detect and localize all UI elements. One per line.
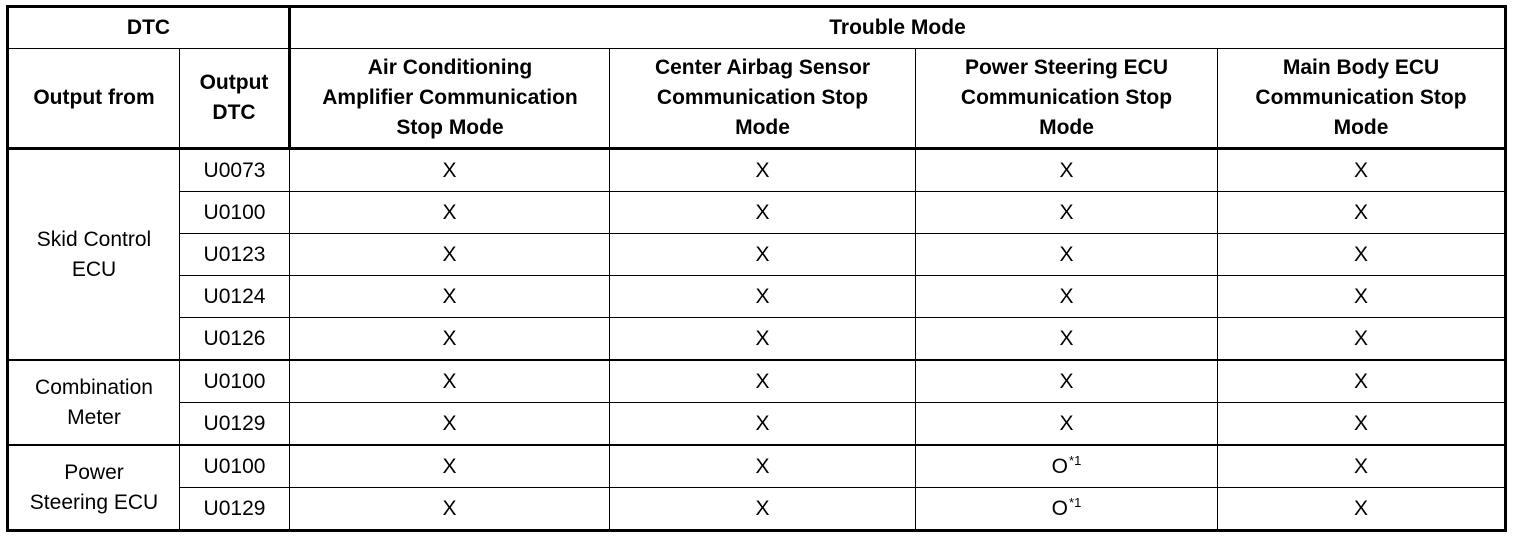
mode-mark: X xyxy=(1059,369,1074,393)
power-steering-mode-header xyxy=(916,49,1218,149)
mode-mark: X xyxy=(1353,158,1368,182)
mode-mark: X xyxy=(755,454,770,478)
mode-mark: X xyxy=(755,369,770,393)
output-from-cell xyxy=(8,149,180,361)
mode-mark: X xyxy=(442,284,457,308)
ac-amplifier-mode-header xyxy=(290,49,610,149)
mode-cell xyxy=(916,403,1218,446)
mode-mark: X xyxy=(442,411,457,435)
mode-mark: X xyxy=(1059,326,1074,350)
mode-cell xyxy=(290,234,610,276)
mode-mark: X xyxy=(442,200,457,224)
mode-cell xyxy=(1218,149,1506,192)
mode-cell xyxy=(610,360,916,403)
mode-cell xyxy=(916,360,1218,403)
mode-cell xyxy=(1218,276,1506,318)
mode-mark: X xyxy=(1353,242,1368,266)
mode-mark: X xyxy=(442,326,457,350)
mode-mark: X xyxy=(1353,369,1368,393)
header-line: Mode xyxy=(1333,116,1389,139)
mode-mark: X xyxy=(755,158,770,182)
mode-cell xyxy=(1218,234,1506,276)
mode-mark: X xyxy=(1059,242,1074,266)
mode-cell xyxy=(610,403,916,446)
output-dtc-cell: U0129 xyxy=(180,403,290,446)
airbag-sensor-mode-header xyxy=(610,49,916,149)
output-dtc-cell: U0129 xyxy=(180,488,290,531)
mode-mark: X xyxy=(442,369,457,393)
output-from-cell xyxy=(8,445,180,531)
dtc-header: DTC xyxy=(8,7,290,49)
mode-mark: X xyxy=(1059,158,1074,182)
table-row xyxy=(8,488,1506,531)
output-dtc-line1: Output xyxy=(199,71,269,94)
output-dtc-line2: DTC xyxy=(212,101,256,124)
output-from-line: Meter xyxy=(67,405,121,429)
mode-mark: X xyxy=(1059,200,1074,224)
mode-cell xyxy=(610,445,916,488)
output-from-line: Steering ECU xyxy=(29,490,159,514)
mode-cell xyxy=(290,403,610,446)
mode-mark: X xyxy=(1353,411,1368,435)
header-line: Power Steering ECU xyxy=(964,56,1169,79)
header-line: Communication Stop xyxy=(960,86,1173,109)
mode-cell xyxy=(1218,403,1506,446)
output-from-line: Power xyxy=(64,460,124,484)
mode-mark: X xyxy=(442,242,457,266)
header-line: Main Body ECU xyxy=(1282,56,1440,79)
header-line: Communication Stop xyxy=(656,86,869,109)
header-line: Amplifier Communication xyxy=(322,86,578,109)
mode-cell xyxy=(1218,318,1506,361)
mode-cell xyxy=(290,488,610,531)
table-row xyxy=(8,360,1506,403)
output-from-header: Output from xyxy=(8,49,180,149)
mode-cell xyxy=(1218,360,1506,403)
mode-cell xyxy=(1218,192,1506,234)
output-from-cell xyxy=(8,360,180,445)
table-row xyxy=(8,192,1506,234)
mode-cell xyxy=(610,192,916,234)
output-from-line: Skid Control xyxy=(36,227,152,251)
mode-mark: X xyxy=(1353,496,1368,520)
mode-mark: X xyxy=(1353,200,1368,224)
mode-mark: X xyxy=(755,284,770,308)
mode-cell xyxy=(916,488,1218,531)
mode-cell xyxy=(290,445,610,488)
header-line: Stop Mode xyxy=(396,116,504,139)
header-line: Center Airbag Sensor xyxy=(654,56,871,79)
output-dtc-cell: U0100 xyxy=(180,445,290,488)
dtc-trouble-mode-table xyxy=(6,5,1507,532)
mode-cell xyxy=(290,276,610,318)
output-dtc-cell: U0100 xyxy=(180,192,290,234)
table-row xyxy=(8,234,1506,276)
mode-mark: X xyxy=(755,326,770,350)
mode-cell xyxy=(610,149,916,192)
mode-cell xyxy=(1218,488,1506,531)
table-body xyxy=(8,149,1506,531)
table-row xyxy=(8,149,1506,192)
mode-mark: X xyxy=(1059,284,1074,308)
footnote-marker: *1 xyxy=(1069,452,1082,468)
output-from-line: Combination xyxy=(35,375,153,399)
mode-mark: X xyxy=(755,200,770,224)
mode-cell xyxy=(916,445,1218,488)
header-line: Air Conditioning xyxy=(367,56,533,79)
mode-cell xyxy=(610,276,916,318)
mode-cell xyxy=(916,234,1218,276)
mode-mark: X xyxy=(442,454,457,478)
main-body-mode-header xyxy=(1218,49,1506,149)
footnote-marker: *1 xyxy=(1069,494,1082,510)
trouble-mode-header: Trouble Mode xyxy=(290,7,1506,49)
table-row xyxy=(8,445,1506,488)
output-dtc-header xyxy=(180,49,290,149)
mode-cell xyxy=(916,192,1218,234)
mode-mark: X xyxy=(755,496,770,520)
mode-mark: O xyxy=(1051,496,1069,520)
mode-cell xyxy=(290,192,610,234)
mode-cell xyxy=(916,276,1218,318)
table-row xyxy=(8,318,1506,361)
table-row xyxy=(8,276,1506,318)
table-row xyxy=(8,403,1506,446)
output-dtc-cell: U0073 xyxy=(180,149,290,192)
output-dtc-cell: U0126 xyxy=(180,318,290,361)
mode-mark: X xyxy=(1353,284,1368,308)
mode-cell xyxy=(610,234,916,276)
mode-mark: X xyxy=(1353,454,1368,478)
mode-cell xyxy=(916,318,1218,361)
header-line: Mode xyxy=(735,116,790,139)
dtc-table-container xyxy=(6,5,1507,532)
mode-cell xyxy=(916,149,1218,192)
mode-mark: X xyxy=(1059,411,1074,435)
mode-mark: X xyxy=(442,496,457,520)
mode-cell xyxy=(290,318,610,361)
mode-cell xyxy=(610,318,916,361)
mode-mark: X xyxy=(442,158,457,182)
mode-cell xyxy=(1218,445,1506,488)
output-dtc-cell: U0100 xyxy=(180,360,290,403)
output-dtc-cell: U0123 xyxy=(180,234,290,276)
mode-mark: X xyxy=(1353,326,1368,350)
output-dtc-cell: U0124 xyxy=(180,276,290,318)
header-line: Mode xyxy=(1039,116,1094,139)
mode-cell xyxy=(290,360,610,403)
mode-mark: X xyxy=(755,411,770,435)
header-line: Communication Stop xyxy=(1255,86,1467,109)
mode-cell xyxy=(290,149,610,192)
mode-cell xyxy=(610,488,916,531)
mode-mark: O xyxy=(1051,454,1069,478)
mode-mark: X xyxy=(755,242,770,266)
output-from-line: ECU xyxy=(71,257,117,281)
